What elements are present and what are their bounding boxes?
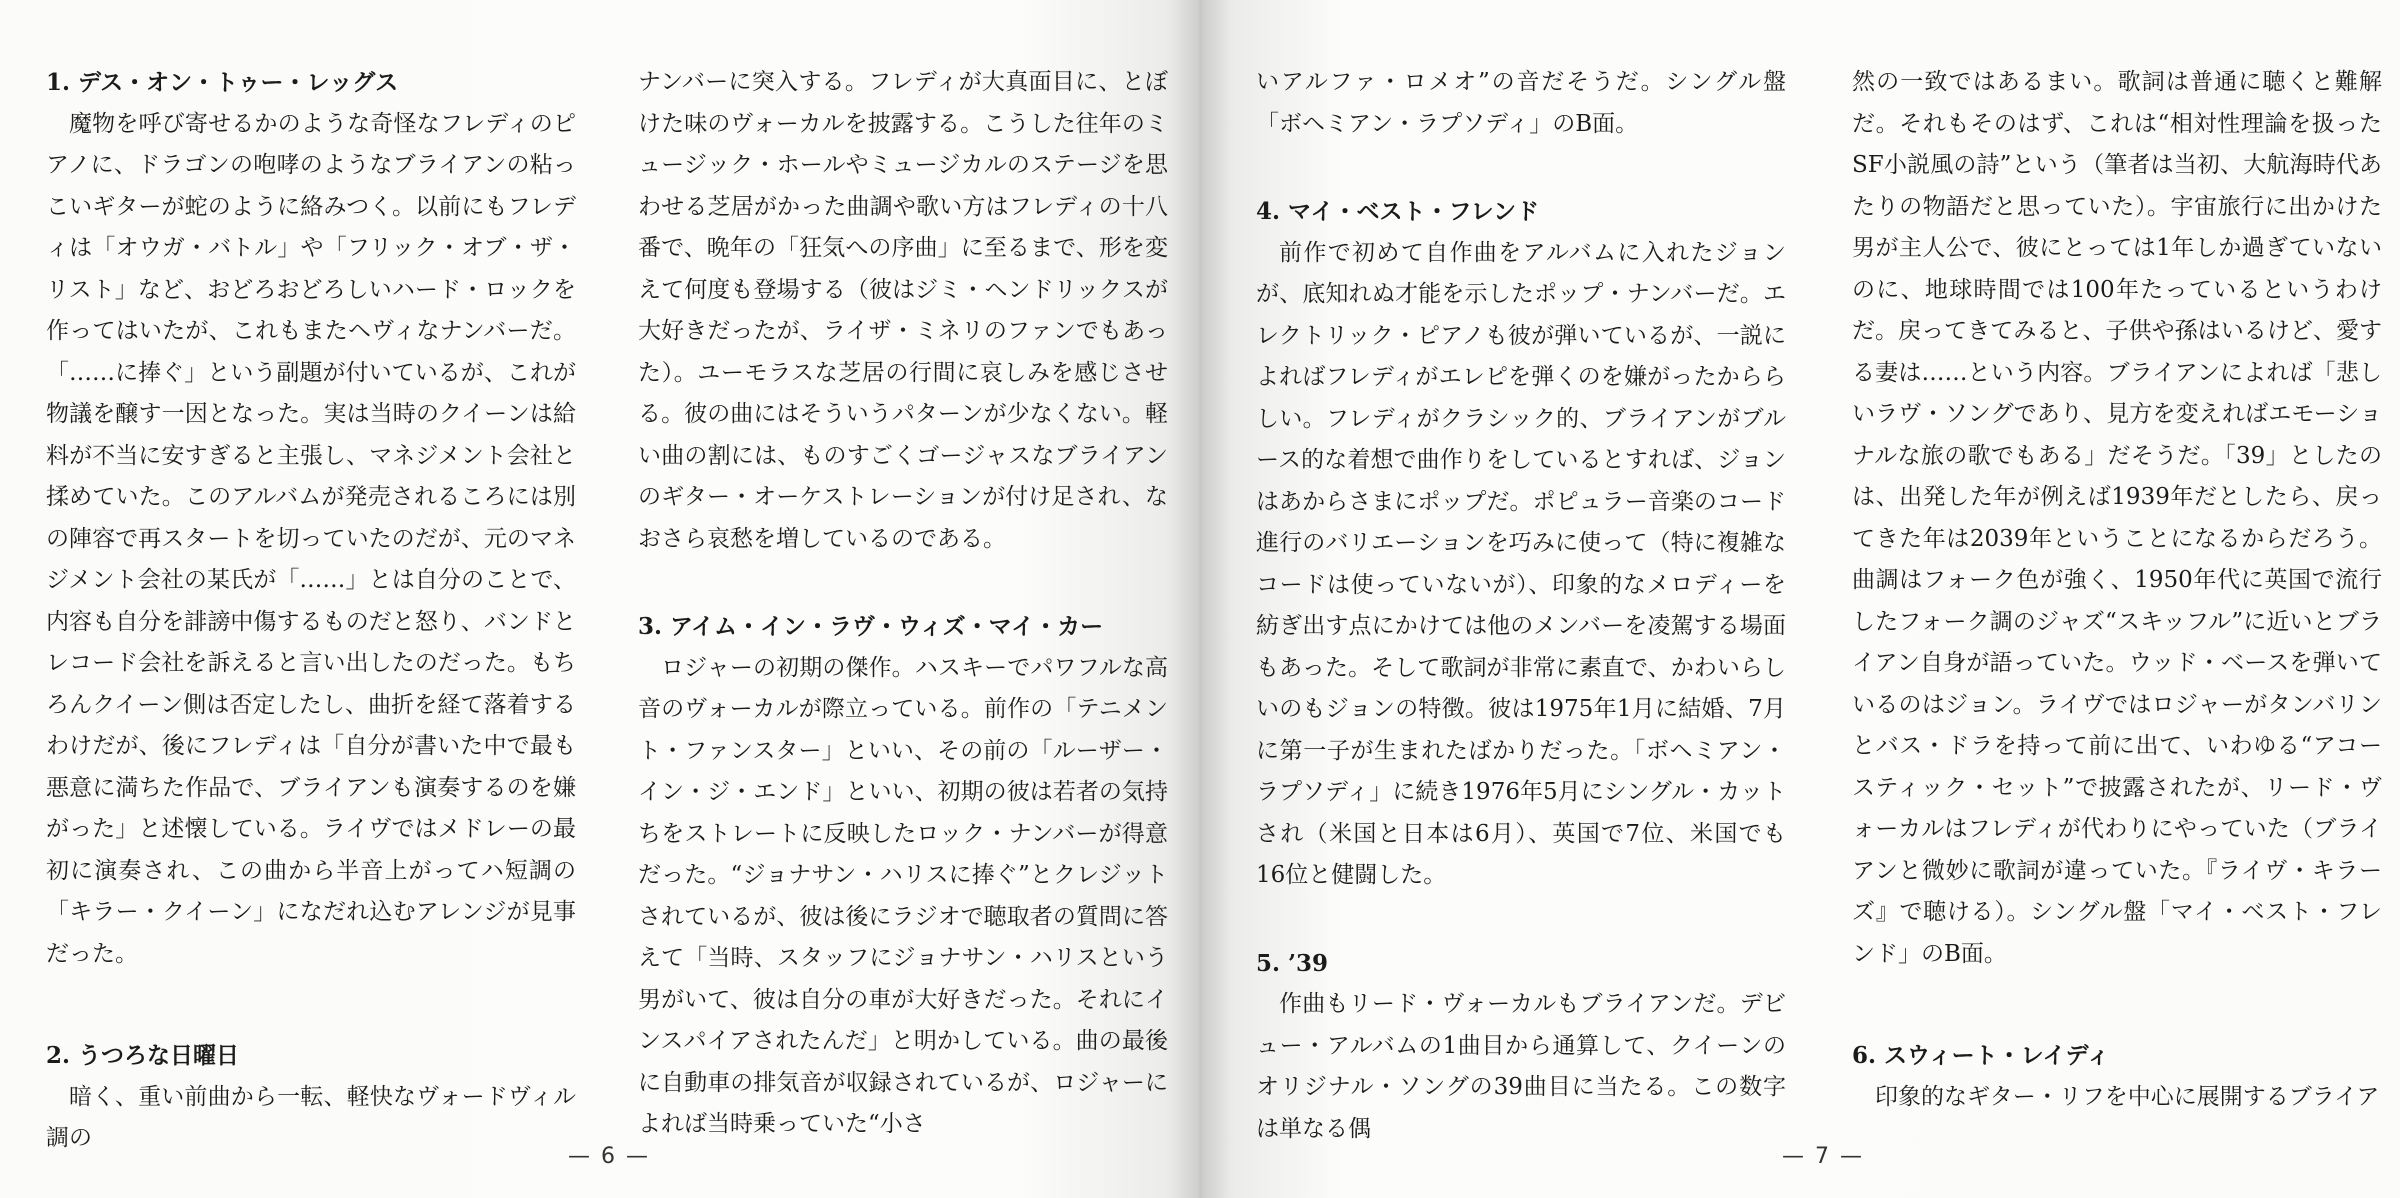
column-4 [1852,62,2382,1110]
page-number-right: — 7 — [1782,1144,1864,1169]
section-heading-3: 3. アイム・イン・ラヴ・ウィズ・マイ・カー [638,613,1104,640]
section-heading-4: 4. マイ・ベスト・フレンド [1256,198,1540,225]
book-gutter [1170,0,1230,1198]
section-body-2-continued: ナンバーに突入する。フレディが大真面目に、とぼけた味のヴォーカルを披露する。こうした往年のミュージック・ホールやミュージカルのステージを思わせる芝居がかった曲調や歌い方はフレディの十八番で、晩年の「狂気への序曲」に至るまで、形を変えて何度も登場する（彼はジミ・ヘンドリックスが大好きだったが、ライザ・ミネリのファンでもあった）。ユーモラスな芝居の行間に哀しみを感じさせる。彼の曲にはそういうパターンが少なくない。軽い曲の割には、ものすごくゴージャスなブライアンのギター・オーケストレーションが付け足され、なおさら哀愁を増しているのである。 [638,69,1168,552]
column-3 [1256,62,1786,1142]
section-body-2: 暗く、重い前曲から一転、軽快なヴォードヴィル調の [46,1083,576,1151]
section-heading-1: 1. デス・オン・トゥー・レッグス [46,69,399,96]
section-heading-2: 2. うつろな日曜日 [46,1042,240,1069]
section-heading-5: 5. ’39 [1256,949,1329,977]
section-body-6: 印象的なギター・リフを中心に展開するブライア [1875,1083,2380,1110]
section-body-5-continued: 然の一致ではあるまい。歌詞は普通に聴くと難解だ。それもそのはず、これは“相対性理論を扱ったSF小説風の詩”という（筆者は当初、大航海時代あたりの物語だと思っていた）。宇宙旅行に出かけた男が主人公で、彼にとっては1年しか過ぎていないのに、地球時間では100年たっているというわけだ。戻ってきてみると、子供や孫はいるけど、愛する妻は……という内容。ブライアンによれば「悲しいラヴ・ソングであり、見方を変えればエモーショナルな旅の歌でもある」だそうだ。「39」としたのは、出発した年が例えば1939年だとしたら、戻ってきた年は2039年ということになるからだろう。曲調はフォーク色が強く、1950年代に英国で流行したフォーク調のジャズ“スキッフル”に近いとブライアン自身が語っていた。ウッド・ベースを弾いているのはジョン。ライヴではロジャーがタンバリンとバス・ドラを持って前に出て、いわゆる“アコースティック・セット”で披露されたが、リード・ヴォーカルはフレディが代わりにやっていた（ブライアンと微妙に歌詞が違っていた。『ライヴ・キラーズ』で聴ける）。シングル盤「マイ・ベスト・フレンド」のB面。 [1852,69,2382,967]
section-body-3: ロジャーの初期の傑作。ハスキーでパワフルな高音のヴォーカルが際立っている。前作の「テニメント・ファンスター」といい、その前の「ルーザー・イン・ジ・エンド」といい、初期の彼は若者の気持ちをストレートに反映したロック・ナンバーが得意だった。“ジョナサン・ハリスに捧ぐ”とクレジットされているが、彼は後にラジオで聴取者の質問に答えて「当時、スタッフにジョナサン・ハリスという男がいて、彼は自分の車が大好きだった。それにインスパイアされたんだ」と明かしている。曲の最後に自動車の排気音が収録されているが、ロジャーによれば当時乗っていた“小さ [638,654,1168,1137]
section-body-1: 魔物を呼び寄せるかのような奇怪なフレディのピアノに、ドラゴンの咆哮のようなブライアンの粘っこいギターが蛇のように絡みつく。以前にもフレディは「オウガ・バトル」や「フリック・オブ・ザ・リスト」など、おどろおどろしいハード・ロックを作ってはいたが、これもまたヘヴィなナンバーだ。「……に捧ぐ」という副題が付いているが、これが物議を醸す一因となった。実は当時のクイーンは給料が不当に安すぎると主張し、マネジメント会社と揉めていた。このアルバムが発売されるころには別の陣容で再スタートを切っていたのだが、元のマネジメント会社の某氏が「……」とは自分のことで、内容も自分を誹謗中傷するものだと怒り、バンドとレコード会社を訴えると言い出したのだった。もちろんクイーン側は否定したし、曲折を経て落着するわけだが、後にフレディは「自分が書いた中で最も悪意に満ちた作品で、ブライアンも演奏するのを嫌がった」と述懐している。ライヴではメドレーの最初に演奏され、この曲から半音上がってハ短調の「キラー・クイーン」になだれ込むアレンジが見事だった。 [46,110,576,967]
section-body-4: 前作で初めて自作曲をアルバムに入れたジョンが、底知れぬ才能を示したポップ・ナンバーだ。エレクトリック・ピアノも彼が弾いているが、一説によればフレディがエレピを弾くのを嫌がったかららしい。フレディがクラシック的、ブライアンがブルース的な着想で曲作りをしているとすれば、ジョンはあからさまにポップだ。ポピュラー音楽のコード進行のバリエーションを巧みに使って（特に複雑なコードは使っていないが）、印象的なメロディーを紡ぎ出す点にかけては他のメンバーを凌駕する場面もあった。そして歌詞が非常に素直で、かわいらしいのもジョンの特徴。彼は1975年1月に結婚、7月に第一子が生まれたばかりだった。「ボヘミアン・ラプソディ」に続き1976年5月にシングル・カットされ（米国と日本は6月）、英国で7位、米国でも16位と健闘した。 [1256,239,1786,888]
section-body-3-continued: いアルファ・ロメオ”の音だそうだ。シングル盤「ボヘミアン・ラプソディ」のB面。 [1256,69,1786,137]
section-heading-6: 6. スウィート・レイディ [1852,1042,2110,1069]
right-page [1200,0,2400,1198]
section-body-5: 作曲もリード・ヴォーカルもブライアンだ。デビュー・アルバムの1曲目から通算して、クイーンのオリジナル・ソングの39曲目に当たる。この数字は単なる偶 [1256,991,1786,1142]
page-number-left: — 6 — [568,1144,650,1169]
column-1 [46,62,576,1151]
column-2 [638,62,1168,1137]
